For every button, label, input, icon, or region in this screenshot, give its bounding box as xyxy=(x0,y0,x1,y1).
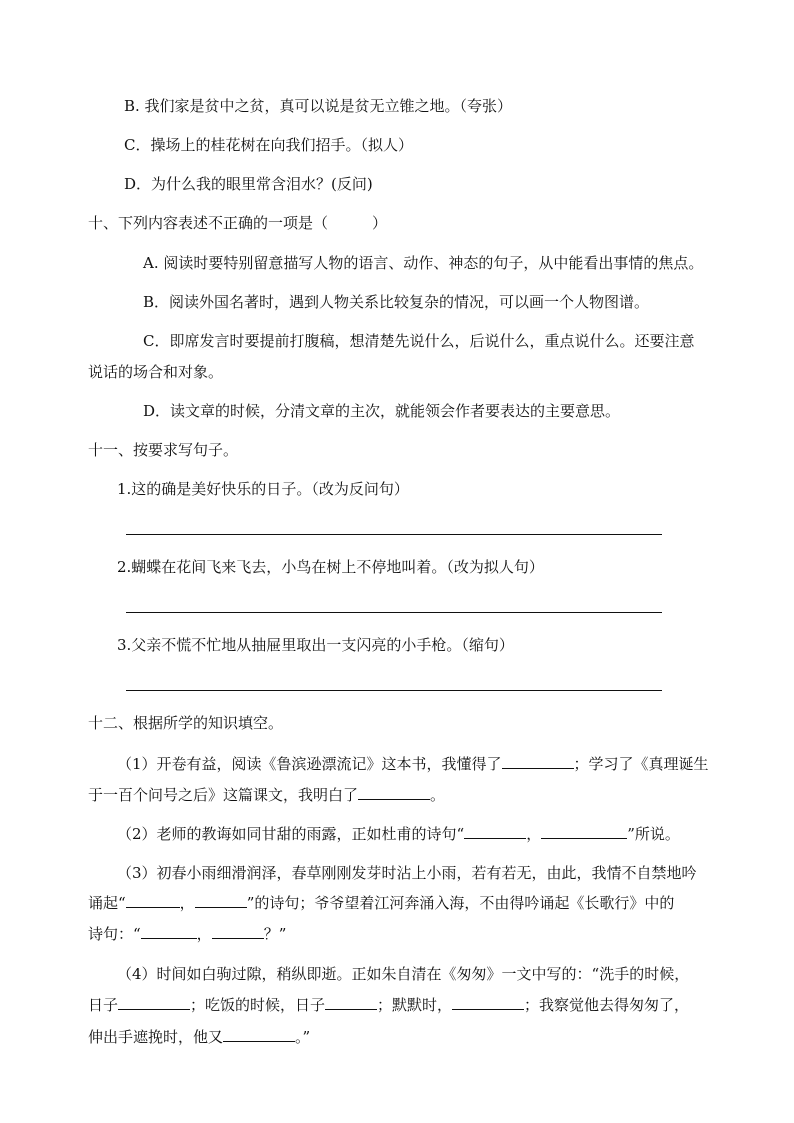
q12-p1-text-d: 。 xyxy=(430,786,446,804)
q12-p1-text-c: 于一百个问号之后》这篇课文，我明白了 xyxy=(88,786,359,804)
fill-blank[interactable] xyxy=(541,824,627,839)
q12-p3-line2 xyxy=(88,893,674,913)
q11-item-2: 2.蝴蝶在花间飞来飞去，小鸟在树上不停地叫着。（改为拟人句） xyxy=(117,558,544,576)
fill-blank[interactable] xyxy=(502,754,574,769)
q12-p2-text-b: ， xyxy=(526,825,542,843)
q10-option-c-line1: C．即席发言时要提前打腹稿，想清楚先说什么，后说什么，重点说什么。还要注意 xyxy=(143,332,695,350)
fill-blank[interactable] xyxy=(358,785,430,800)
question-10-title xyxy=(88,213,387,233)
q12-p1-line1 xyxy=(117,754,709,774)
option-d: D．为什么我的眼里常含泪水？(反问) xyxy=(124,175,373,193)
question-10-title-close: ） xyxy=(372,214,388,232)
q12-p4-line2 xyxy=(88,995,689,1015)
q12-p1-text-a: （1）开卷有益，阅读《鲁滨逊漂流记》这本书，我懂得了 xyxy=(117,755,502,773)
q12-p4-text-e: 伸出手遮挽时，他又 xyxy=(88,1028,224,1046)
q12-p3-line1: （3）初春小雨细滑润泽，春草刚刚发芽时沾上小雨，若有若无，由此，我情不自禁地吟 xyxy=(117,864,697,882)
fill-blank[interactable] xyxy=(141,924,197,939)
question-12-title: 十二、根据所学的知识填空。 xyxy=(88,714,284,732)
q10-option-c-line2: 说话的场合和对象。 xyxy=(88,363,224,381)
q10-option-b: B．阅读外国名著时，遇到人物关系比较复杂的情况，可以画一个人物图谱。 xyxy=(143,293,650,311)
q12-p3-text-e: ， xyxy=(196,925,212,943)
q12-p4-line3 xyxy=(88,1027,310,1047)
q12-p3-text-b: ， xyxy=(179,894,195,912)
question-11-title: 十一、按要求写句子。 xyxy=(88,441,239,459)
fill-blank[interactable] xyxy=(452,995,524,1010)
q12-p4-text-f: 。” xyxy=(295,1028,311,1046)
fill-blank[interactable] xyxy=(126,893,180,908)
q11-answer-line-3[interactable] xyxy=(126,690,662,691)
q12-p4-text-c: ；默默时， xyxy=(377,996,453,1014)
fill-blank[interactable] xyxy=(325,995,377,1010)
q12-p3-text-f: ？” xyxy=(263,925,287,943)
q12-p3-text-c: ”的诗句；爷爷望着江河奔涌入海，不由得吟诵起《长歌行》中的 xyxy=(246,894,675,912)
q12-p3-text-d: 诗句：“ xyxy=(88,925,141,943)
q12-p3-text-a: 诵起“ xyxy=(88,894,126,912)
q12-p4-text-b: ；吃饭的时候，日子 xyxy=(190,996,326,1014)
q11-item-1: 1.这的确是美好快乐的日子。（改为反问句） xyxy=(117,480,409,498)
fill-blank[interactable] xyxy=(118,995,190,1010)
q11-item-3: 3.父亲不慌不忙地从抽屉里取出一支闪亮的小手枪。（缩句） xyxy=(117,636,514,654)
q12-p4-text-a: 日子 xyxy=(88,996,119,1014)
question-10-title-text: 十、下列内容表述不正确的一项是（ xyxy=(88,214,329,232)
fill-blank[interactable] xyxy=(195,893,247,908)
option-b: B. 我们家是贫中之贫，真可以说是贫无立锥之地。（夸张） xyxy=(124,97,513,115)
q12-p4-line1: （4）时间如白驹过隙，稍纵即逝。正如朱自清在《匆匆》一文中写的：“洗手的时候， xyxy=(117,965,690,983)
fill-blank[interactable] xyxy=(212,924,264,939)
q11-answer-line-2[interactable] xyxy=(126,612,662,613)
q12-p1-line2 xyxy=(88,785,445,805)
q12-p2-text-c: ”所说。 xyxy=(627,825,680,843)
q12-p1-text-b: ；学习了《真理诞生 xyxy=(573,755,709,773)
q10-option-a: A. 阅读时要特别留意描写人物的语言、动作、神态的句子，从中能看出事情的焦点。 xyxy=(143,254,704,272)
q10-option-d: D．读文章的时候，分清文章的主次，就能领会作者要表达的主要意思。 xyxy=(143,402,621,420)
option-c: C．操场上的桂花树在向我们招手。（拟人） xyxy=(124,136,413,154)
q12-p4-text-d: ；我察觉他去得匆匆了， xyxy=(524,996,690,1014)
q11-answer-line-1[interactable] xyxy=(126,534,662,535)
fill-blank[interactable] xyxy=(223,1027,295,1042)
q12-p2-text-a: （2）老师的教诲如同甘甜的雨露，正如杜甫的诗句“ xyxy=(117,825,465,843)
fill-blank[interactable] xyxy=(464,824,526,839)
q12-p2-line1 xyxy=(117,824,680,844)
q12-p3-line3 xyxy=(88,924,286,944)
